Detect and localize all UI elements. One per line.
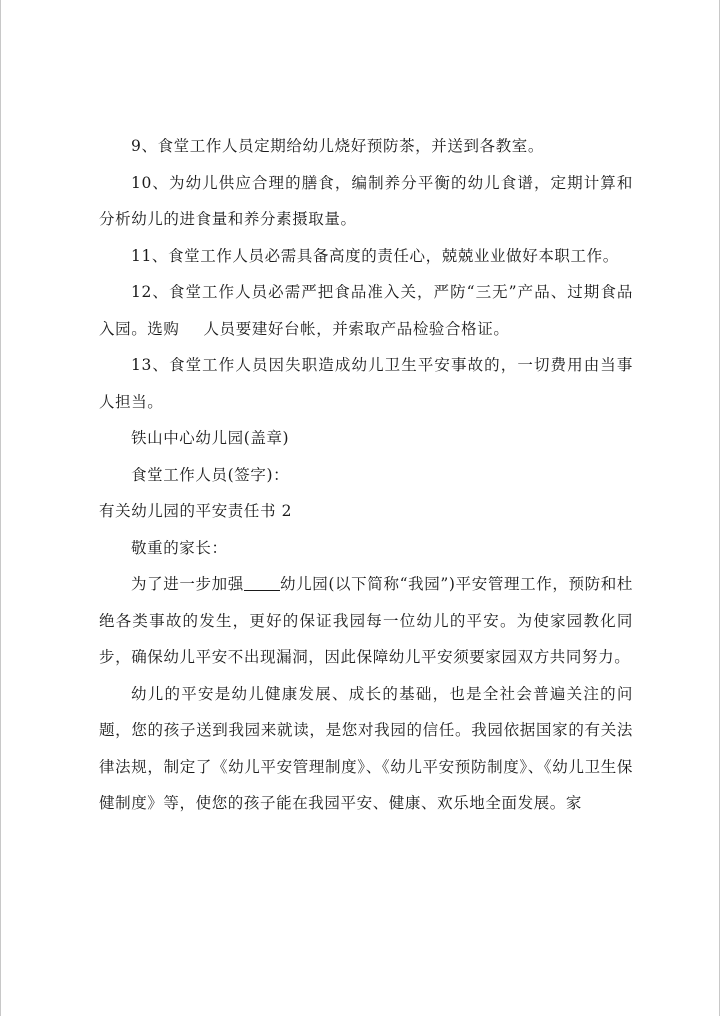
item-11: 11、食堂工作人员必需具备高度的责任心，兢兢业业做好本职工作。: [131, 246, 619, 265]
salutation: 敬重的家长：: [131, 538, 228, 557]
paragraph-1-part-b: 幼儿园(以下简称“我园”)平安管理工作，预防和杜绝各类事故的发生，更好的保证我园每一位幼儿的平安。为使家园教化同步，确保幼儿平安不出现漏洞，因此保障幼儿平安须要家园双方共同努力。: [99, 575, 634, 666]
item-12-part-a: 12、食堂工作人员必需严把食品准入关，严防“三无”产品、过期食品入园。选购: [99, 283, 633, 338]
signature-line: 食堂工作人员(签字)：: [131, 465, 290, 484]
item-10: 10、为幼儿供应合理的膳食，编制养分平衡的幼儿食谱，定期计算和分析幼儿的进食量和养分素摄取量。: [99, 173, 633, 228]
paragraph-2: 幼儿的平安是幼儿健康发展、成长的基础，也是全社会普遍关注的问题，您的孩子送到我园来就读，是您对我园的信任。我园依据国家的有关法律法规，制定了《幼儿平安管理制度》、《幼儿平安预防制度》、《幼儿卫生保健制度》等，使您的孩子能在我园平安、健康、欢乐地全面发展。家: [99, 684, 633, 812]
paragraph-1-part-a: 为了进一步加强: [131, 575, 244, 593]
section-title: 有关幼儿园的平安责任书 2: [99, 502, 293, 520]
item-9: 9、食堂工作人员定期给幼儿烧好预防茶，并送到各教室。: [131, 137, 544, 155]
document-body: [99, 128, 633, 822]
fill-in-blank: [244, 572, 280, 591]
item-13: 13、食堂工作人员因失职造成幼儿卫生平安事故的，一切费用由当事人担当。: [99, 356, 633, 411]
seal-line: 铁山中心幼儿园(盖章): [131, 429, 290, 447]
item-12-part-b: 人员要建好台帐，并索取产品检验合格证。: [203, 319, 510, 338]
paragraph-1: [99, 566, 633, 676]
item-12: [99, 274, 633, 347]
